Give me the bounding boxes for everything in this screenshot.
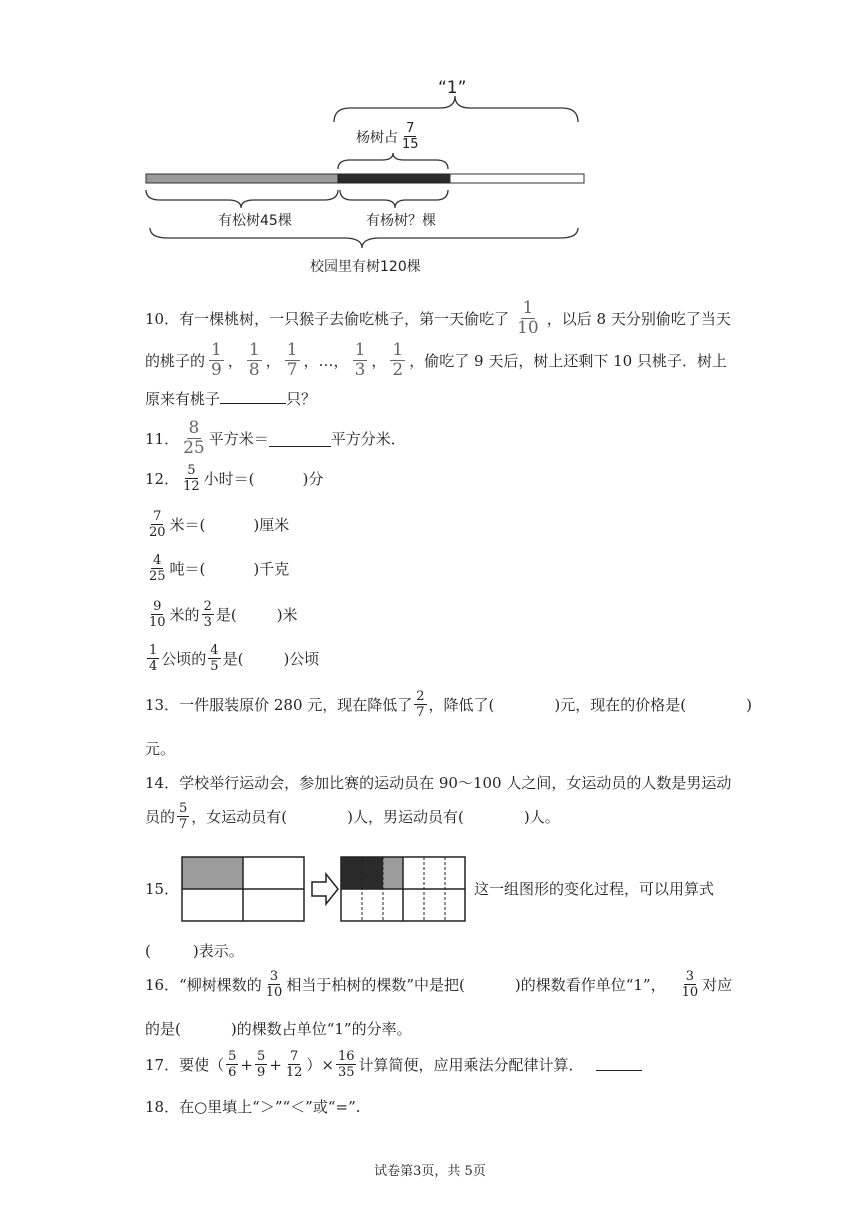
answer-blank[interactable] [596,1070,642,1071]
question-18: 18．在○里填上“＞”“＜”或“=”. [145,1098,361,1116]
unit-one-label: “1” [438,78,467,98]
q16-line1: 16．“柳树棵数的 $\frac{3}{10}$ 相当于柏树的棵数”中是把( )的棵数看作单位“1”， $\frac{3}{10}$ 对应 [145,969,733,1000]
answer-blank[interactable] [220,403,286,404]
fraction: $\frac{1}{9}$ [211,340,222,380]
fraction: $\frac{1}{7}$ [286,340,298,380]
q12-row4: $\frac{9}{10}$ 米的 $\frac{2}{3}$ 是( )米 [149,599,298,630]
fraction: $\frac{4}{25}$ [149,553,166,584]
q10-line1: 10．有一棵桃树，一只猴子去偷吃桃子，第一天偷吃了 $\frac{1}{10}$ ，以后 8 天分别偷吃了当天 [145,298,731,338]
q13-line2: 元。 [145,740,176,758]
fraction: $\frac{5}{6}$ [228,1049,237,1080]
fraction: $\frac{1}{2}$ [392,340,404,380]
fraction: $\frac{9}{10}$ [149,599,166,630]
fraction: $\frac{1}{10}$ [517,298,539,338]
fraction: $\frac{1}{8}$ [248,340,260,380]
fraction: $\frac{3}{10}$ [681,969,699,1000]
fraction: $\frac{2}{7}$ [416,689,425,720]
pine-label: 有松树45棵 [218,213,292,229]
fraction: $\frac{5}{12}$ [183,463,200,494]
fraction: $\frac{7}{20}$ [149,509,166,540]
fraction-grid-figure [180,856,470,924]
q12-row5: $\frac{1}{4}$ 公顷的 $\frac{4}{5}$ 是( )公顷 [149,643,320,674]
q14-line2: 员的 $\frac{5}{7}$ ，女运动员有( )人，男运动员有( )人。 [145,801,560,832]
q12-row2: $\frac{7}{20}$ 米＝( )厘米 [149,509,290,540]
bar-braces [0,0,860,280]
fraction: $\frac{8}{25}$ [183,418,205,458]
fraction: $\frac{1}{4}$ [149,643,158,674]
q15-number: 15． [145,880,180,898]
fraction: $\frac{5}{7}$ [179,801,188,832]
fraction: $\frac{16}{35}$ [337,1049,355,1080]
fraction: $\frac{1}{3}$ [354,340,366,380]
page-footer: 试卷第3页，共 5页 [374,1164,486,1179]
q14-line1: 14．学校举行运动会，参加比赛的运动员在 90～100 人之间，女运动员的人数是男运动 [145,774,732,792]
fraction: $\frac{2}{3}$ [203,599,212,630]
q13-line1: 13．一件服装原价 280 元，现在降低了 $\frac{2}{7}$ ，降低了( )元，现在的价格是( ) [145,689,752,720]
poplar-label: 有杨树？棵 [366,213,436,229]
fraction: $\frac{7}{15}$ [402,121,419,152]
fraction: $\frac{3}{10}$ [265,969,283,1000]
fraction: $\frac{4}{5}$ [210,643,219,674]
question-17: 17．要使（ $\frac{5}{6}$ + $\frac{5}{9}$ + $\frac{7}{12}$ ）× $\frac{16}{35}$ 计算简便，应用乘法分配律计算． [145,1050,642,1079]
q16-line2: 的是( )的棵数占单位“1”的分率。 [145,1020,412,1038]
total-label: 校园里有树120棵 [310,259,421,275]
fraction: $\frac{7}{12}$ [285,1049,303,1080]
answer-blank[interactable] [269,446,331,447]
q12-row1: 12． $\frac{5}{12}$ 小时＝( )分 [145,463,324,494]
fraction: $\frac{5}{9}$ [256,1049,266,1080]
q15-text: 这一组图形的变化过程，可以用算式 [474,880,715,898]
q12-row3: $\frac{4}{25}$ 吨＝( )千克 [149,553,290,584]
q10-line2: 的桃子的 $\frac{1}{9}$ ， $\frac{1}{8}$ ， $\frac{1}{7}$ ， … ， $\frac{1}{3}$ ， $\frac{1}{2}$ ，偷吃了 9 天后，树上还剩下 10 只桃子．树上 [145,340,727,380]
poplar-share-label: 杨树占 $\frac{7}{15}$ [356,121,419,152]
q15-line2: ( )表示。 [145,942,244,960]
question-11: 11． $\frac{8}{25}$ 平方米＝ 平方分米． [145,418,406,458]
q10-line3: 原来有桃子 只？ [145,390,317,408]
